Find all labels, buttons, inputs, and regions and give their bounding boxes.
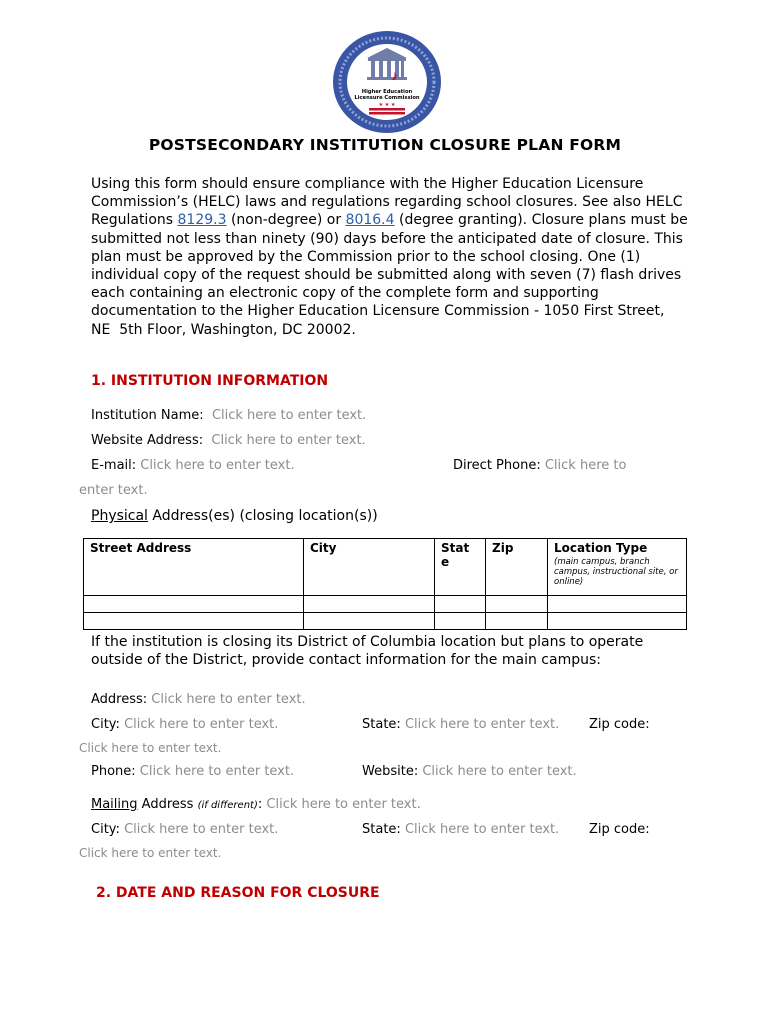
regulation-link-8129-3[interactable]: 8129.3 <box>177 212 227 229</box>
email-row <box>91 458 295 473</box>
mailing-city-label: City: <box>91 822 120 837</box>
main-zip-field[interactable]: Click here to enter text. <box>79 741 222 755</box>
state-cell[interactable] <box>435 596 486 613</box>
intro-text-2: (non-degree) or <box>226 212 346 229</box>
direct-phone-field-wrap[interactable]: enter text. <box>79 483 148 498</box>
intro-text-3: (degree granting). Closure plans must be submitted not less than ninety (90) days before the anticipated date of closure. This plan must be approved by the Commission prior to the school closing. One (1) individual copy of the request should be submitted along with seven (7) flash drives each containing an electronic copy of the complete form and supporting documentation to the Higher Education Licensure Commission - 1050 First Street, NE 5th Floor, Washington, DC 20002. <box>91 212 688 338</box>
website-label: Website Address: <box>91 433 204 448</box>
header-zip: Zip <box>486 539 548 596</box>
header-location-type <box>548 539 687 596</box>
mailing-city-field[interactable]: Click here to enter text. <box>124 822 279 837</box>
header-city: City <box>304 539 435 596</box>
direct-phone-label: Direct Phone: <box>453 458 541 473</box>
header-state-line1: Stat <box>441 541 470 555</box>
main-website-label: Website: <box>362 764 419 779</box>
main-phone-field[interactable]: Click here to enter text. <box>139 764 295 779</box>
header-state <box>435 539 486 596</box>
main-phone-label: Phone: <box>91 764 136 779</box>
state-cell[interactable] <box>435 613 486 630</box>
zip-cell[interactable] <box>486 613 548 630</box>
zip-cell[interactable] <box>486 596 548 613</box>
street-address-cell[interactable] <box>84 596 304 613</box>
main-website-row <box>362 764 577 779</box>
mailing-city-row <box>91 822 278 837</box>
seal-text-line2: Licensure Commission <box>354 95 420 101</box>
mailing-word: Mailing <box>91 797 138 812</box>
header-state-line2: e <box>441 555 450 569</box>
main-website-field[interactable]: Click here to enter text. <box>422 764 577 779</box>
physical-word: Physical <box>91 508 148 524</box>
mailing-address-field[interactable]: Click here to enter text. <box>266 797 421 812</box>
location-type-cell[interactable] <box>548 613 687 630</box>
mailing-state-field[interactable]: Click here to enter text. <box>404 822 560 837</box>
header-street-address: Street Address <box>84 539 304 596</box>
institution-name-row <box>91 408 366 423</box>
table-row <box>84 596 687 613</box>
header-location-type-label: Location Type <box>554 541 648 555</box>
mailing-colon: : <box>257 797 263 812</box>
location-type-note: (main campus, branch campus, instructional site, or online) <box>554 557 678 587</box>
seal-text-line1: Higher Education <box>361 89 413 95</box>
seal-stars-icon: ★ ★ ★ <box>378 102 396 108</box>
mailing-if-different-note: (if different) <box>197 800 258 811</box>
physical-address-heading <box>91 508 378 524</box>
email-label: E-mail: <box>91 458 137 473</box>
main-address-field[interactable]: Click here to enter text. <box>151 692 306 707</box>
street-address-cell[interactable] <box>84 613 304 630</box>
main-zip-label: Zip code: <box>589 717 650 732</box>
table-row <box>84 613 687 630</box>
city-cell[interactable] <box>304 596 435 613</box>
main-city-label: City: <box>91 717 120 732</box>
section-2-heading: 2. DATE AND REASON FOR CLOSURE <box>96 885 380 901</box>
main-state-row <box>362 717 559 732</box>
main-campus-paragraph: If the institution is closing its District of Columbia location but plans to operate outside of the District, provide contact information for the main campus: <box>91 634 644 669</box>
section-1-heading: 1. INSTITUTION INFORMATION <box>91 373 329 389</box>
mailing-state-label: State: <box>362 822 401 837</box>
main-city-row <box>91 717 278 732</box>
intro-paragraph <box>91 175 691 339</box>
main-phone-row <box>91 764 294 779</box>
helc-seal-logo <box>332 30 442 134</box>
website-row <box>91 433 366 448</box>
main-campus-address-row <box>91 692 306 707</box>
main-state-label: State: <box>362 717 401 732</box>
address-table-header-row <box>84 539 687 596</box>
main-city-field[interactable]: Click here to enter text. <box>124 717 279 732</box>
main-state-field[interactable]: Click here to enter text. <box>404 717 560 732</box>
intro-text-1: Using this form should ensure compliance with the Higher Education Licensure Commission’s (HELC) laws and regulations regarding school closures. See also HELC Regulations <box>91 176 683 229</box>
mailing-zip-field[interactable]: Click here to enter text. <box>79 846 222 860</box>
main-address-label: Address: <box>91 692 148 707</box>
physical-address-rest: Address(es) (closing location(s)) <box>147 508 378 524</box>
institution-name-field[interactable]: Click here to enter text. <box>211 408 367 423</box>
mailing-zip-label: Zip code: <box>589 822 650 837</box>
physical-address-table <box>83 538 687 630</box>
location-type-cell[interactable] <box>548 596 687 613</box>
website-field[interactable]: Click here to enter text. <box>211 433 366 448</box>
mailing-address-label: Address <box>137 797 198 812</box>
mailing-state-row <box>362 822 559 837</box>
direct-phone-row <box>453 458 626 473</box>
email-field[interactable]: Click here to enter text. <box>140 458 295 473</box>
direct-phone-field[interactable]: Click here to <box>544 458 627 473</box>
form-title: POSTSECONDARY INSTITUTION CLOSURE PLAN FORM <box>148 136 622 154</box>
regulation-link-8016-4[interactable]: 8016.4 <box>345 212 395 229</box>
institution-name-label: Institution Name: <box>91 408 204 423</box>
mailing-address-row <box>91 797 421 812</box>
city-cell[interactable] <box>304 613 435 630</box>
